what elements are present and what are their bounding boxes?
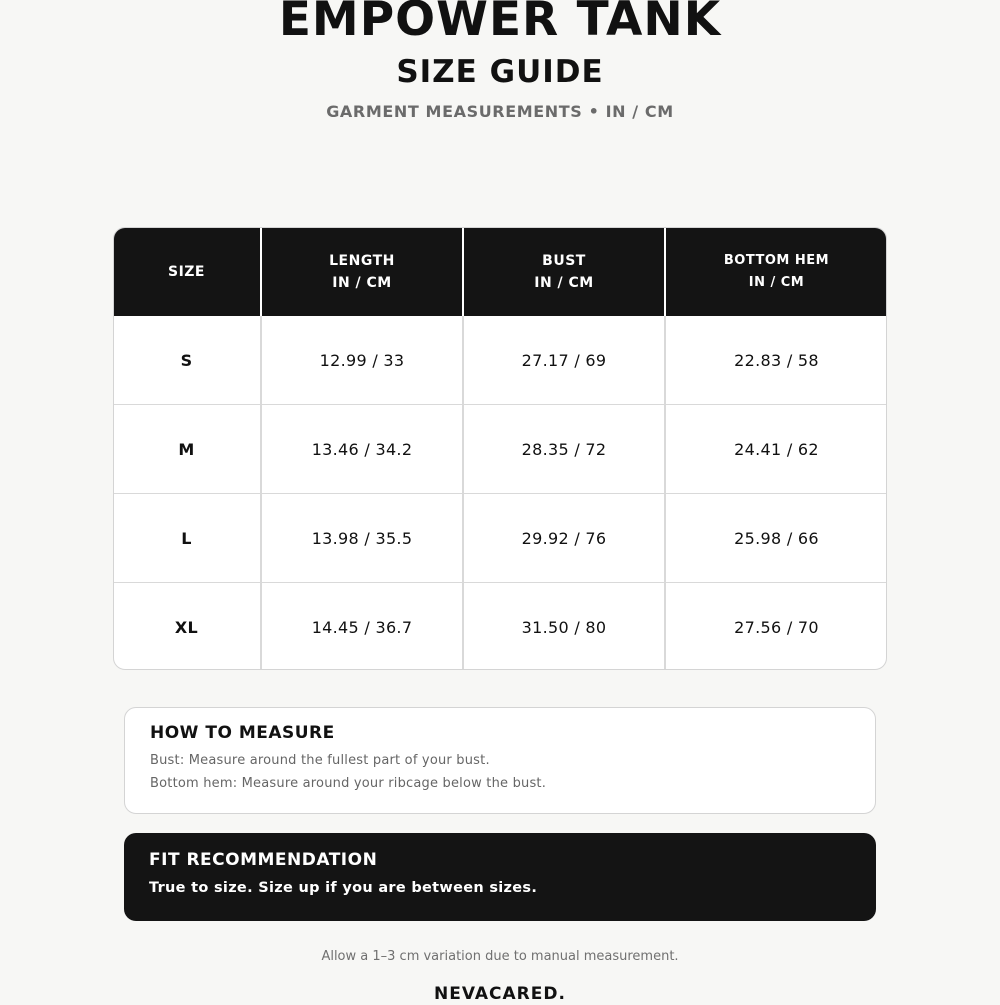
hem-cell: 22.83 / 58 [665, 316, 887, 405]
table-header-row [113, 227, 887, 316]
table-row [113, 494, 887, 583]
size-cell: XL [113, 583, 261, 671]
length-cell: 13.98 / 35.5 [261, 494, 463, 583]
bust-cell: 31.50 / 80 [463, 583, 665, 671]
header-bottom-hem-units: IN / CM [748, 274, 805, 290]
length-cell: 12.99 / 33 [261, 316, 463, 405]
bust-instruction: Bust: Measure around the fullest part of your bust. [150, 753, 490, 768]
fit-recommendation-card [124, 833, 876, 921]
header-bust-units: IN / CM [534, 274, 594, 291]
size-cell: S [113, 316, 261, 405]
header-length-label: LENGTH [329, 252, 395, 269]
size-cell: L [113, 494, 261, 583]
header-size-label: SIZE [167, 263, 205, 280]
table-row [113, 583, 887, 671]
hem-cell: 25.98 / 66 [665, 494, 887, 583]
bust-cell: 27.17 / 69 [463, 316, 665, 405]
length-cell: 13.46 / 34.2 [261, 405, 463, 494]
brand-logo-text: NEVACARED. [434, 984, 566, 1004]
table-row [113, 405, 887, 494]
hem-cell: 27.56 / 70 [734, 617, 819, 637]
bust-cell: 28.35 / 72 [463, 405, 665, 494]
header-bottom-hem [665, 227, 887, 316]
how-to-measure-heading: HOW TO MEASURE [150, 723, 335, 743]
fit-recommendation-heading: FIT RECOMMENDATION [149, 850, 378, 870]
size-table [113, 227, 887, 670]
size-cell: M [113, 405, 261, 494]
length-cell: 14.45 / 36.7 [261, 583, 463, 671]
units-caption: GARMENT MEASUREMENTS • IN / CM [326, 102, 674, 121]
how-to-measure-card [124, 707, 876, 814]
variation-note: Allow a 1–3 cm variation due to manual measurement. [321, 949, 679, 964]
header-size [113, 227, 261, 316]
header-bust [463, 227, 665, 316]
bottom-hem-instruction: Bottom hem: Measure around your ribcage below the bust. [150, 776, 547, 791]
page-subtitle: SIZE GUIDE [396, 54, 604, 90]
page-title: EMPOWER TANK [278, 0, 722, 47]
fit-recommendation-text: True to size. Size up if you are between sizes. [149, 880, 538, 896]
header-length-units: IN / CM [332, 274, 392, 291]
bust-cell: 29.92 / 76 [463, 494, 665, 583]
table-row [113, 316, 887, 405]
header-length [261, 227, 463, 316]
header-bottom-hem-label: BOTTOM HEM [723, 252, 830, 268]
header-bust-label: BUST [542, 252, 586, 269]
hem-cell: 24.41 / 62 [665, 405, 887, 494]
